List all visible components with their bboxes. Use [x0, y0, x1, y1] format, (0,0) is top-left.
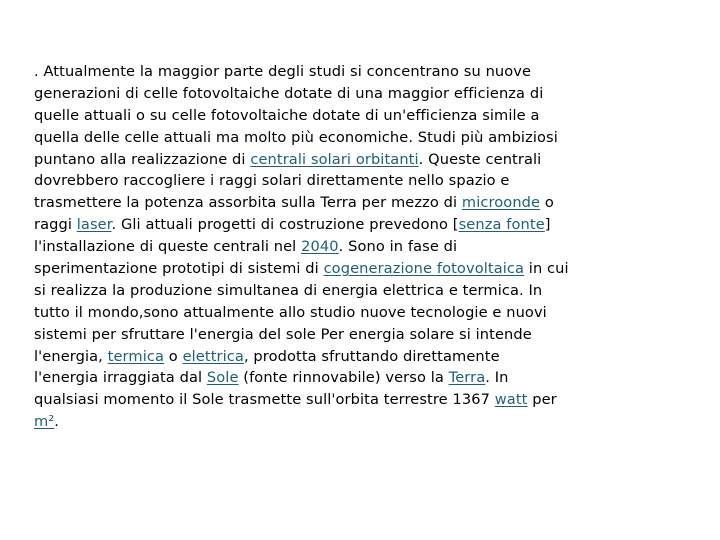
hyperlink[interactable]: Sole [206, 369, 239, 387]
text-line [34, 61, 694, 83]
text-line [34, 324, 694, 346]
hyperlink[interactable]: watt [494, 391, 528, 409]
hyperlink[interactable]: elettrica [182, 347, 244, 365]
text-line [34, 411, 694, 433]
hyperlink[interactable]: termica [107, 347, 165, 365]
text-segment: raggi [34, 216, 77, 234]
text-line [34, 192, 694, 214]
hyperlink[interactable]: cogenerazione fotovoltaica [323, 260, 525, 278]
text-segment: generazioni di celle fotovoltaiche dotate di una maggior efficienza di [34, 84, 544, 102]
text-line [34, 127, 694, 149]
text-segment: per [527, 391, 557, 409]
text-segment: . Gli attuali progetti di costruzione prevedono [ [111, 216, 459, 234]
hyperlink[interactable]: microonde [461, 194, 541, 212]
text-segment: in cui [524, 260, 569, 278]
text-segment: l'energia irraggiata dal [34, 369, 207, 387]
text-segment: dovrebbero raccogliere i raggi solari direttamente nello spazio e [34, 172, 510, 190]
text-segment: l'installazione di queste centrali nel [34, 238, 302, 256]
text-segment: sperimentazione prototipi di sistemi di [34, 260, 324, 278]
text-line [34, 258, 694, 280]
text-segment: . In [485, 369, 509, 387]
text-line [34, 105, 694, 127]
text-segment: . [54, 413, 60, 431]
text-segment: . Queste centrali [418, 150, 542, 168]
document-body [34, 61, 694, 433]
text-line [34, 214, 694, 236]
text-line [34, 367, 694, 389]
hyperlink[interactable]: 2040 [301, 238, 339, 256]
text-segment: . Sono in fase di [338, 238, 458, 256]
text-segment: o [164, 347, 183, 365]
text-line [34, 346, 694, 368]
text-line [34, 170, 694, 192]
text-segment: trasmettere la potenza assorbita sulla Terra per mezzo di [34, 194, 462, 212]
text-segment: ] [544, 216, 551, 234]
hyperlink[interactable]: laser [76, 216, 112, 234]
text-segment: o [540, 194, 554, 212]
text-segment: sistemi per sfruttare l'energia del sole Per energia solare si intende [34, 325, 532, 343]
text-line [34, 236, 694, 258]
text-segment: , prodotta sfruttando direttamente [243, 347, 500, 365]
text-segment: puntano alla realizzazione di [34, 150, 251, 168]
text-segment: . Attualmente la maggior parte degli studi si concentrano su nuove [34, 63, 532, 80]
text-line [34, 149, 694, 171]
text-segment: qualsiasi momento il Sole trasmette sull'orbita terrestre 1367 [34, 391, 495, 409]
text-segment: (fonte rinnovabile) verso la [238, 369, 449, 387]
text-line [34, 389, 694, 411]
hyperlink[interactable]: senza fonte [458, 216, 545, 234]
text-line [34, 302, 694, 324]
text-segment: si realizza la produzione simultanea di energia elettrica e termica. In [34, 281, 543, 299]
text-segment: l'energia, [34, 347, 108, 365]
text-segment: tutto il mondo,sono attualmente allo studio nuove tecnologie e nuovi [34, 303, 547, 321]
text-line [34, 280, 694, 302]
text-segment: quella delle celle attuali ma molto più economiche. Studi più ambiziosi [34, 128, 558, 146]
text-segment: quelle attuali o su celle fotovoltaiche dotate di un'efficienza simile a [34, 106, 540, 124]
hyperlink[interactable]: m² [34, 413, 55, 431]
hyperlink[interactable]: Terra [448, 369, 486, 387]
text-line [34, 83, 694, 105]
hyperlink[interactable]: centrali solari orbitanti [250, 150, 419, 168]
